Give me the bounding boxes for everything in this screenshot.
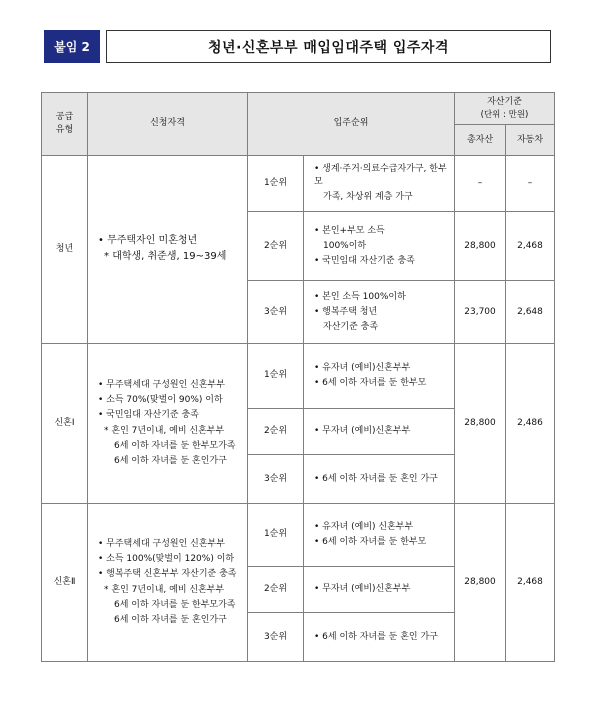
youth-qual-bullet: • 무주택자인 미혼청년 [98,234,247,249]
attachment-tag: 붙임 2 [44,30,100,63]
cond-line: • 6세 이하 자녀를 둔 혼인 가구 [314,631,454,644]
newlywed1-car: 2,486 [506,344,555,504]
youth-rank-3-car: 2,648 [506,281,555,344]
header-total-assets: 총자산 [455,125,506,155]
newlywed2-car: 2,468 [506,504,555,662]
cond-line: • 6세 이하 자녀를 둔 한부모 [314,536,454,549]
youth-qualification [88,155,248,343]
qual-note: 6세 이하 자녀를 둔 한부모가족 [114,440,236,451]
newlywed1-rank-3-cond [304,455,455,504]
cond-line: • 본인+부모 소득 [314,225,454,238]
qual-line: • 무주택세대 구성원인 신혼부부 [98,538,247,551]
youth-rank-3: 3순위 [248,281,304,344]
cond-line: 자산기준 충족 [323,321,379,332]
document-header [44,30,551,63]
qual-note: 6세 이하 자녀를 둔 혼인가구 [114,455,227,466]
header-supply-type: 공급 유형 [42,93,88,156]
header-asset [455,93,555,125]
qual-line: • 행복주택 신혼부부 자산기준 충족 [98,568,247,581]
cond-line: • 무자녀 (예비)신혼부부 [314,583,454,596]
youth-rank-2-total: 28,800 [455,212,506,281]
cond-line: • 유자녀 (예비)신혼부부 [314,362,454,375]
newlywed1-rank-2: 2순위 [248,408,304,455]
newlywed2-total: 28,800 [455,504,506,662]
qual-note: 6세 이하 자녀를 둔 혼인가구 [114,614,227,625]
newlywed2-rank-2-cond [304,566,455,613]
qual-line: • 무주택세대 구성원인 신혼부부 [98,379,247,392]
qual-note: 6세 이하 자녀를 둔 한부모가족 [114,599,236,610]
newlywed2-rank-3-cond [304,613,455,662]
cond-line: • 6세 이하 자녀를 둔 혼인 가구 [314,473,454,486]
youth-rank-2-car: 2,468 [506,212,555,281]
eligibility-table [41,92,555,662]
qual-line: • 국민임대 자산기준 충족 [98,409,247,422]
cond-line: 100%이하 [323,240,367,251]
cond-line: • 6세 이하 자녀를 둔 한부모 [314,377,454,390]
newlywed1-total: 28,800 [455,344,506,504]
cond-line: • 생계·주거·의료수급자가구, 한부모 [314,163,454,189]
header-priority: 입주순위 [248,93,455,156]
newlywed2-rank-3: 3순위 [248,613,304,662]
qual-note: * 혼인 7년이내, 예비 신혼부부 [98,425,247,438]
newlywed1-rank-1: 1순위 [248,344,304,409]
cond-line: 가족, 차상위 계층 가구 [323,192,413,203]
cond-line: • 본인 소득 100%이하 [314,291,454,304]
youth-rank-1-car: – [506,155,555,212]
youth-qual-note: * 대학생, 취준생, 19~39세 [98,250,247,265]
type-newlywed-2: 신혼Ⅱ [42,504,88,662]
youth-rank-1: 1순위 [248,155,304,212]
newlywed1-rank-3: 3순위 [248,455,304,504]
cond-line: • 국민임대 자산기준 충족 [314,255,454,268]
youth-rank-1-total: – [455,155,506,212]
qual-line: • 소득 100%(맞벌이 120%) 이하 [98,553,247,566]
header-asset-unit: (단위 : 만원) [480,110,529,121]
youth-rank-1-cond [304,155,455,212]
header-asset-label: 자산기준 [487,97,522,108]
youth-rank-3-cond [304,281,455,344]
header-car: 자동차 [506,125,555,155]
newlywed2-rank-1: 1순위 [248,504,304,567]
youth-rank-3-total: 23,700 [455,281,506,344]
youth-rank-2-cond [304,212,455,281]
qual-line: • 소득 70%(맞벌이 90%) 이하 [98,394,247,407]
newlywed1-rank-1-cond [304,344,455,409]
type-newlywed-1: 신혼Ⅰ [42,344,88,504]
document-title: 청년·신혼부부 매입임대주택 입주자격 [106,30,551,63]
cond-line: • 유자녀 (예비) 신혼부부 [314,521,454,534]
newlywed2-rank-2: 2순위 [248,566,304,613]
newlywed2-qualification [88,504,248,662]
youth-rank-2: 2순위 [248,212,304,281]
newlywed1-qualification [88,344,248,504]
type-youth: 청년 [42,155,88,343]
newlywed2-rank-1-cond [304,504,455,567]
header-qualification: 신청자격 [88,93,248,156]
cond-line: • 무자녀 (예비)신혼부부 [314,425,454,438]
qual-note: * 혼인 7년이내, 예비 신혼부부 [98,584,247,597]
cond-line: • 행복주택 청년 [314,306,454,319]
newlywed1-rank-2-cond [304,408,455,455]
